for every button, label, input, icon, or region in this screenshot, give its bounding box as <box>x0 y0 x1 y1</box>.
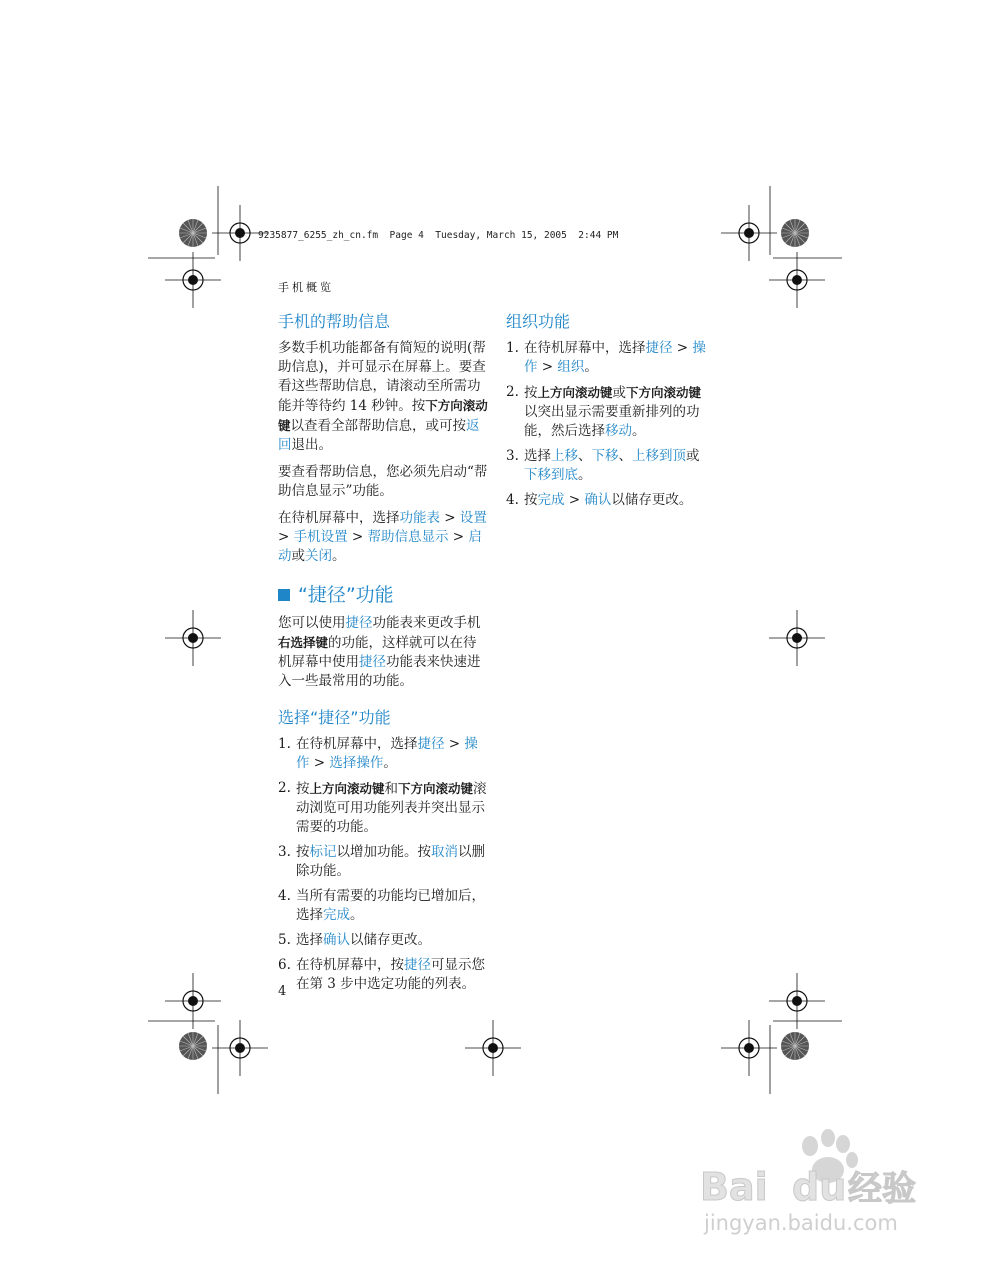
text-run: > <box>440 510 460 526</box>
text-run: 退出。 <box>291 437 332 453</box>
text-run: 或 <box>612 385 627 401</box>
menu-term: 上移到顶 <box>632 448 686 464</box>
key-name: 下方向滚动键 <box>398 781 474 796</box>
text-run: 滚动浏览可用功能列表并突出显示需要的功能。 <box>296 781 487 835</box>
text-run: 。 <box>350 907 364 923</box>
text-run: 和 <box>384 781 399 797</box>
text-run: 在待机屏幕中，按 <box>296 957 404 973</box>
baidu-jingyan-watermark <box>700 1128 930 1242</box>
text-run: 功能表来快速进入一些最常用的功能。 <box>278 654 481 689</box>
help-paragraph-2 <box>278 463 488 501</box>
square-bullet-icon <box>278 589 290 601</box>
text-run: 以突出显示需要重新排列的功能，然后选择 <box>524 404 700 439</box>
svg-text:jingyan.baidu.com: jingyan.baidu.com <box>704 1211 898 1235</box>
baidu-paw-logo-icon <box>700 1128 930 1238</box>
select-steps-list <box>278 735 488 994</box>
text-run: > <box>309 755 330 771</box>
text-run: 可显示您在第 3 步中选定功能的列表。 <box>296 957 485 992</box>
text-run: 以储存更改。 <box>350 932 431 948</box>
list-item <box>278 735 488 773</box>
running-head: 手机概览 <box>278 281 334 294</box>
text-run: 按 <box>296 781 310 797</box>
menu-term: 捷径 <box>417 736 445 752</box>
menu-term: 下移 <box>591 448 619 464</box>
svg-text:du: du <box>792 1165 847 1209</box>
menu-term: 选择操作 <box>329 755 384 771</box>
text-run: > <box>444 736 465 752</box>
menu-term: 功能表 <box>399 510 440 526</box>
text-run: 以增加功能。按 <box>336 844 431 860</box>
text-run: > <box>564 492 585 508</box>
list-item <box>506 491 706 510</box>
menu-term: 下移到底 <box>524 467 578 483</box>
key-name: 上方向滚动键 <box>537 385 613 400</box>
menu-term: 标记 <box>309 844 337 860</box>
text-run: 以储存更改。 <box>611 492 693 508</box>
text-run: 按 <box>524 385 538 401</box>
text-run: 的功能，这样就可以在待机屏幕中使用 <box>278 635 477 670</box>
text-run: 在待机屏幕中，选择 <box>278 510 400 526</box>
text-run: 或 <box>291 548 305 564</box>
menu-term: 设置 <box>459 510 487 526</box>
list-item <box>278 931 488 950</box>
section-title-shortcuts <box>278 582 488 608</box>
text-run: 您可以使用 <box>278 615 346 631</box>
text-run: 按 <box>524 492 538 508</box>
step-number: 3. <box>278 844 291 860</box>
list-item <box>278 779 488 837</box>
menu-term: 操作 <box>524 340 706 375</box>
list-item <box>506 339 706 377</box>
text-run: 按 <box>296 844 310 860</box>
text-run: > <box>672 340 693 356</box>
text-run: 以查看全部帮助信息，或可按 <box>290 418 467 434</box>
right-column <box>506 311 706 516</box>
key-name: 右选择键 <box>278 635 329 650</box>
print-slug-line: 9235877_6255_zh_cn.fm Page 4 Tuesday, March 15, 2005 2:44 PM <box>258 230 619 241</box>
section-title-select-shortcuts: 选择“捷径”功能 <box>278 708 391 727</box>
left-column <box>278 311 488 1000</box>
text-run: 、 <box>578 448 592 464</box>
list-item <box>278 956 488 994</box>
text-run: 。 <box>383 755 397 771</box>
text-run: > <box>537 359 558 375</box>
menu-term: 确认 <box>323 932 350 948</box>
section-title-help: 手机的帮助信息 <box>278 312 391 331</box>
step-number: 4. <box>278 888 291 904</box>
page-number: 4 <box>278 984 287 999</box>
menu-term: 捷径 <box>345 615 373 631</box>
text-run: 。 <box>584 359 598 375</box>
step-number: 1. <box>506 340 519 356</box>
svg-text:经验: 经验 <box>848 1169 916 1209</box>
list-item <box>278 843 488 881</box>
section-title-organize: 组织功能 <box>506 312 571 331</box>
menu-term: 上移 <box>551 448 578 464</box>
step-number: 2. <box>278 780 291 796</box>
text-run: 或 <box>686 448 700 464</box>
text-run: 在待机屏幕中，选择 <box>296 736 418 752</box>
key-name: 下方向滚动键 <box>278 398 488 433</box>
menu-term: 捷径 <box>359 654 386 670</box>
menu-term: 操作 <box>296 736 478 771</box>
menu-term: 完成 <box>323 907 350 923</box>
svg-text:Bai: Bai <box>700 1165 768 1209</box>
text-run: 当所有需要的功能均已增加后，选择 <box>296 888 485 923</box>
menu-term: 关闭 <box>305 548 332 564</box>
text-run: 。 <box>632 423 646 439</box>
list-item <box>506 383 706 441</box>
text-run: 多数手机功能都备有简短的说明(帮助信息)，并可显示在屏幕上。要查看这些帮助信息，请滚动至所需功能并等待约 14 秒钟。按 <box>278 340 486 414</box>
help-paragraph-3 <box>278 509 488 566</box>
text-run: > <box>278 529 294 545</box>
list-item <box>506 447 706 485</box>
menu-term: 帮助信息显示 <box>367 529 449 545</box>
shortcuts-paragraph <box>278 614 488 691</box>
organize-steps-list <box>506 339 706 510</box>
text-run: 选择 <box>524 448 551 464</box>
menu-term: 返回 <box>278 418 480 453</box>
menu-term: 组织 <box>557 359 585 375</box>
step-number: 2. <box>506 384 519 400</box>
text-run: 。 <box>332 548 346 564</box>
text-run: > <box>347 529 368 545</box>
step-number: 6. <box>278 957 291 973</box>
menu-term: 移动 <box>605 423 632 439</box>
text-run: 以删除功能。 <box>296 844 485 879</box>
menu-term: 捷径 <box>645 340 673 356</box>
key-name: 下方向滚动键 <box>626 385 702 400</box>
step-number: 1. <box>278 736 291 752</box>
menu-term: 捷径 <box>404 957 431 973</box>
key-name: 上方向滚动键 <box>309 781 385 796</box>
shortcuts-title-text: “捷径”功能 <box>298 584 394 606</box>
menu-term: 手机设置 <box>293 529 348 545</box>
step-number: 5. <box>278 932 291 948</box>
menu-term: 完成 <box>537 492 565 508</box>
text-run: 要查看帮助信息，您必须先启动“帮助信息显示”功能。 <box>278 464 488 499</box>
text-run: 功能表来更改手机 <box>372 615 481 631</box>
text-run: 、 <box>618 448 632 464</box>
step-number: 4. <box>506 492 519 508</box>
text-run: 选择 <box>296 932 323 948</box>
step-number: 3. <box>506 448 519 464</box>
text-run: > <box>448 529 469 545</box>
menu-term: 启动 <box>278 529 482 564</box>
menu-term: 确认 <box>584 492 612 508</box>
list-item <box>278 887 488 925</box>
menu-term: 取消 <box>431 844 458 860</box>
help-paragraph-1 <box>278 339 488 455</box>
text-run: 在待机屏幕中，选择 <box>524 340 646 356</box>
text-run: 。 <box>578 467 592 483</box>
